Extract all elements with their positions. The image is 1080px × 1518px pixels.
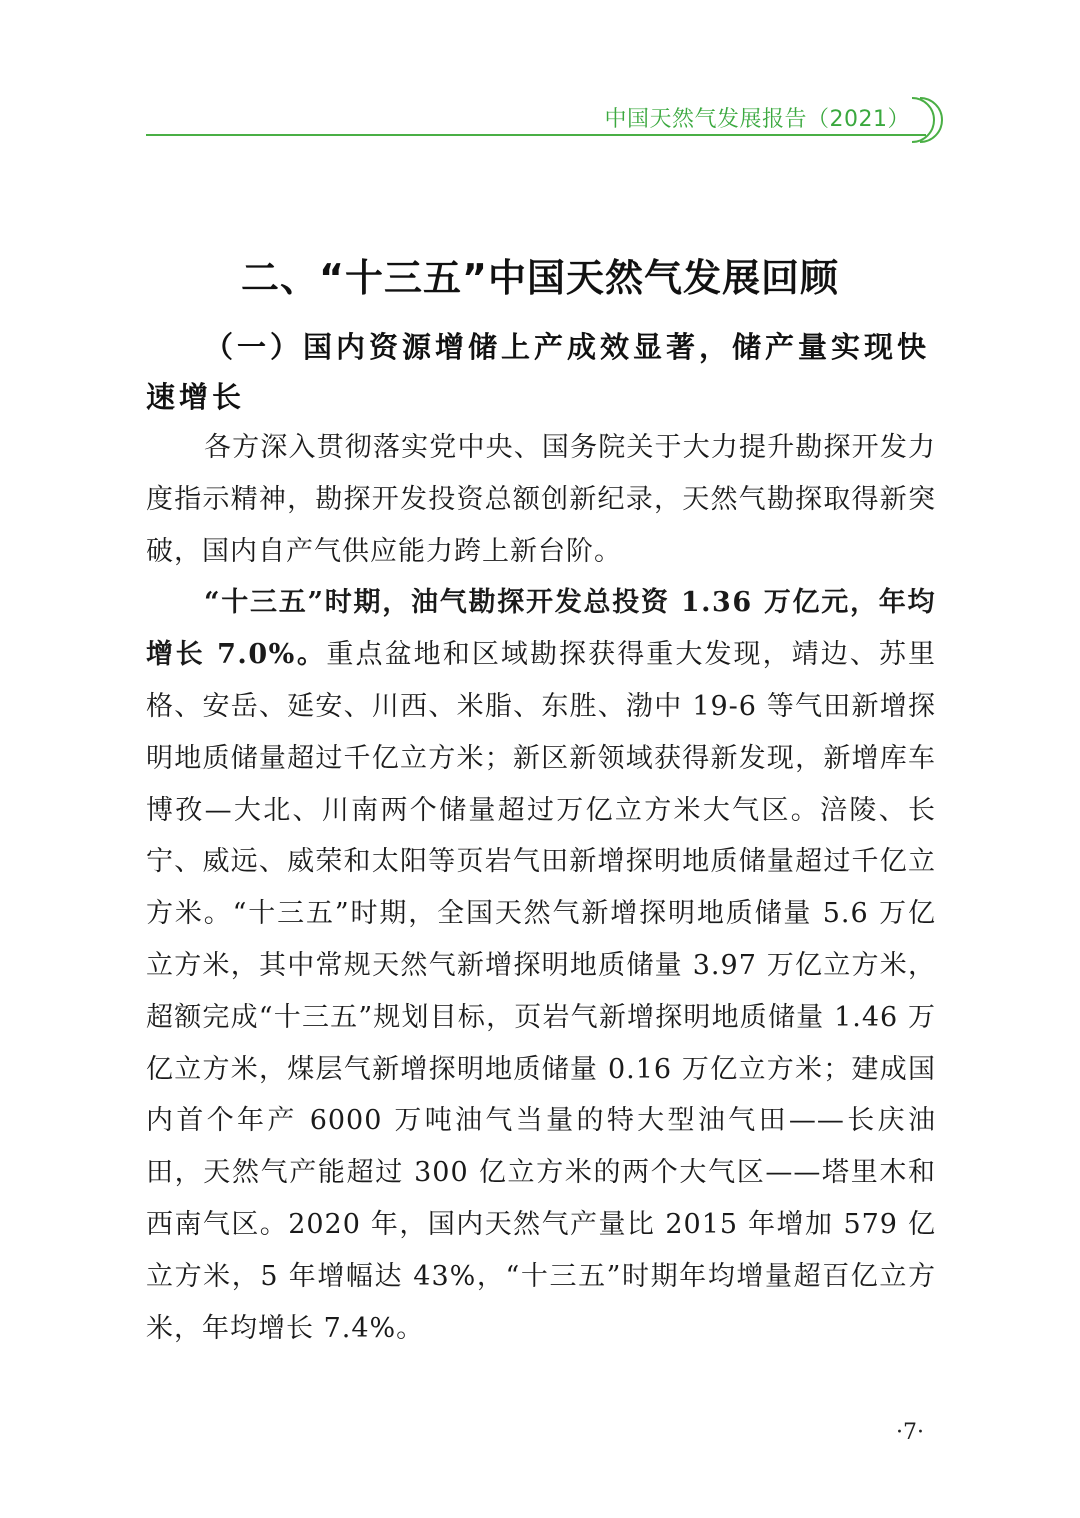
- paragraph-lead-bold: “十三五”时期，油气勘探开发总投资 1.36 万亿元，年均增长 7.0%。: [146, 587, 936, 671]
- paragraph-investment: [146, 577, 936, 1354]
- body-content: [146, 322, 936, 1354]
- chapter-title: 二、“十三五”中国天然气发展回顾: [241, 256, 839, 301]
- page-number: ·7·: [896, 1420, 924, 1445]
- running-header-title: 中国天然气发展报告（2021）: [604, 107, 910, 132]
- running-header: [146, 96, 946, 146]
- paragraph-body: 重点盆地和区域勘探获得重大发现，靖边、苏里格、安岳、延安、川西、米脂、东胜、渤中 19-6 等气田新增探明地质储量超过千亿立方米；新区新领域获得新发现，新增库车博孜—大北、川南两个储量超过万亿立方米大气区。涪陵、长宁、威远、威荣和太阳等页岩气田新增探明地质储量超过千亿立方米。“十三五”时期，全国天然气新增探明地质储量 5.6 万亿立方米，其中常规天然气新增探明地质储量 3.97 万亿立方米，超额完成“十三五”规划目标，页岩气新增探明地质储量 1.46 万亿立方米，煤层气新增探明地质储量 0.16 万亿立方米；建成国内首个年产 6000 万吨油气当量的特大型油气田——长庆油田，天然气产能超过 300 亿立方米的两个大气区——塔里木和西南气区。2020 年，国内天然气产量比 2015 年增加 579 亿立方米，5 年增幅达 43%，“十三五”时期年均增量超百亿立方米，年均增长 7.4%。: [146, 639, 936, 1344]
- paragraph-intro: 各方深入贯彻落实党中央、国务院关于大力提升勘探开发力度指示精神，勘探开发投资总额创新纪录，天然气勘探取得新突破，国内自产气供应能力跨上新台阶。: [146, 432, 936, 567]
- header-arc-ornament: [906, 96, 946, 144]
- section-heading: （一）国内资源增储上产成效显著，储产量实现快速增长: [146, 330, 931, 414]
- header-rule: [146, 134, 926, 136]
